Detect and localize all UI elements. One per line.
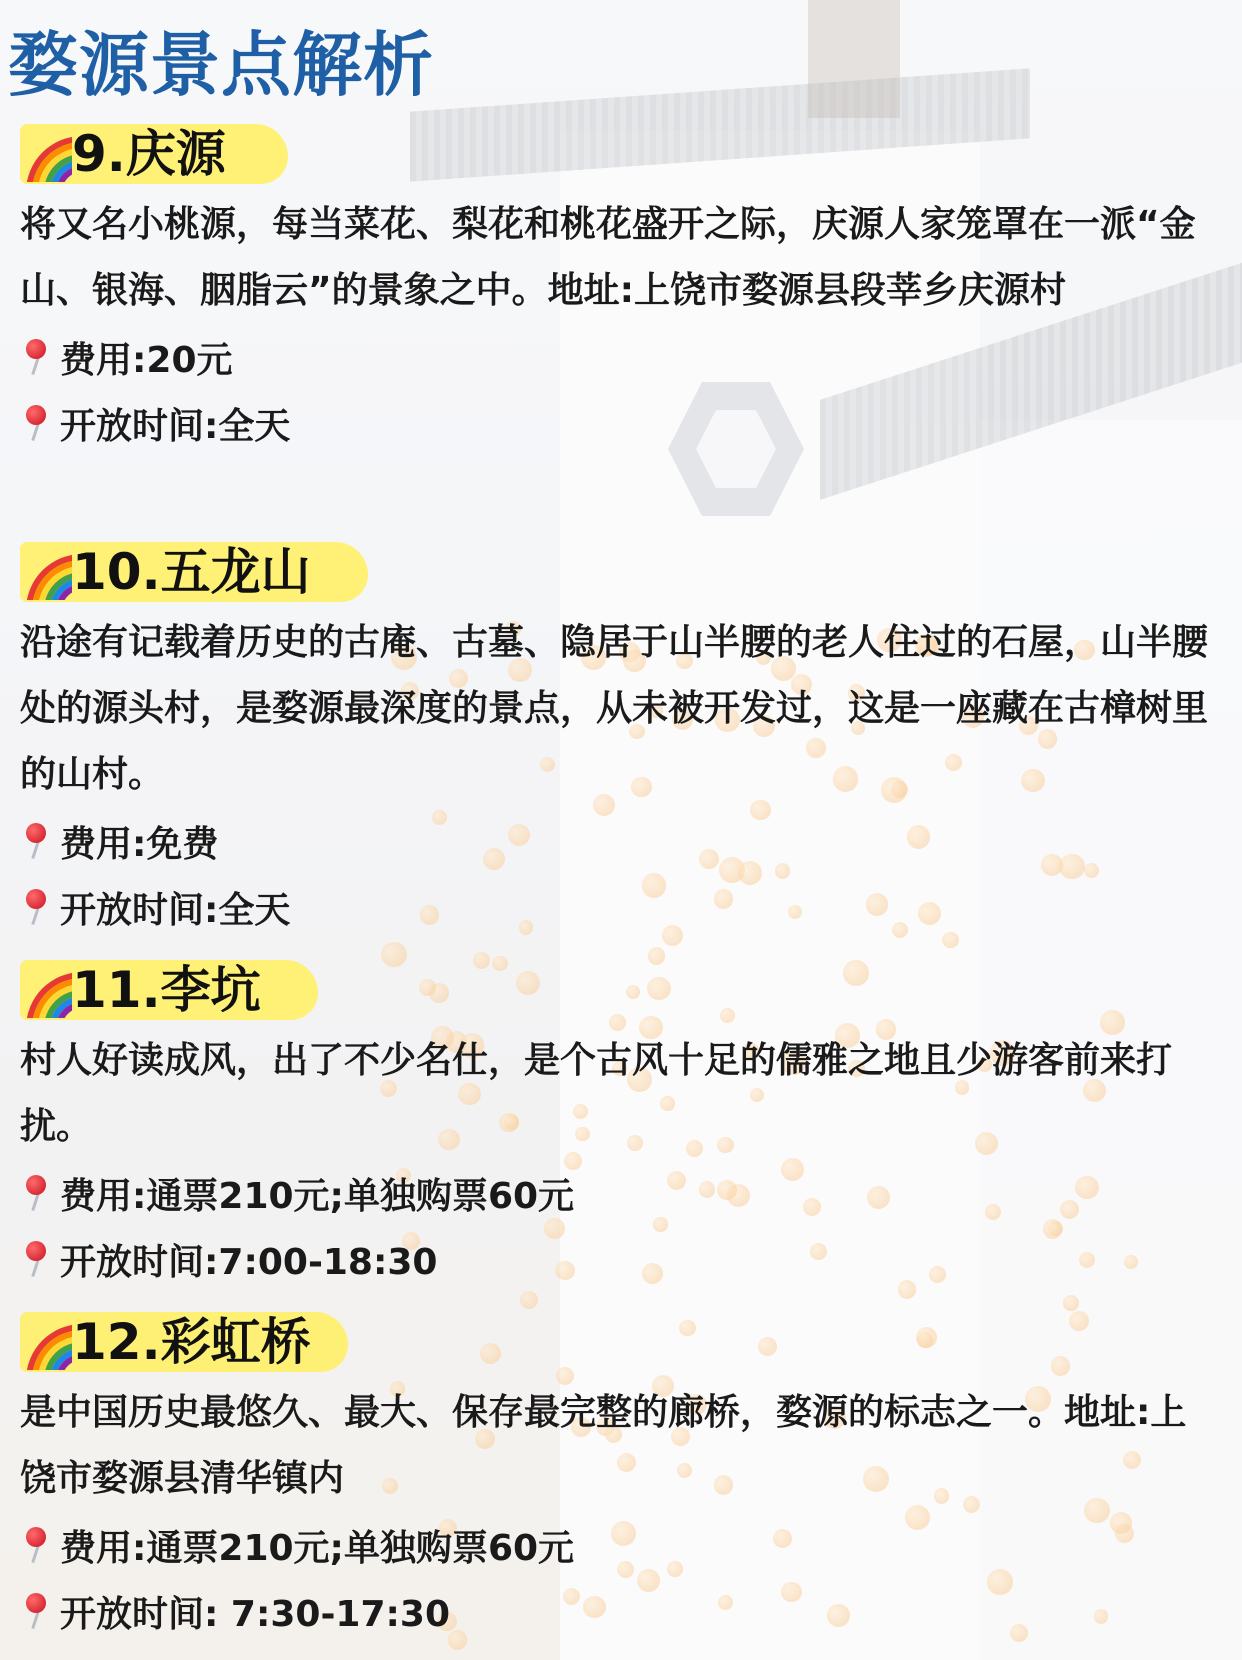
- attraction-section: [20, 1306, 1222, 1644]
- attraction-section: [20, 954, 1222, 1292]
- rainbow-icon: [20, 1318, 72, 1370]
- fee-text: 费用:通票210元;单独购票60元: [60, 1527, 575, 1569]
- hours-line: [20, 1226, 1222, 1292]
- rainbow-icon: [20, 130, 72, 182]
- section-description: 将又名小桃源，每当菜花、梨花和桃花盛开之际，庆源人家笼罩在一派“金山、银海、胭脂云”的景象之中。地址:上饶市婺源县段莘乡庆源村: [20, 204, 1196, 311]
- hours-line: [20, 874, 1222, 940]
- fee-line: [20, 324, 1222, 390]
- fee-line: [20, 1512, 1222, 1578]
- section-title: 11.李坑: [72, 961, 261, 1019]
- hours-text: 开放时间:全天: [60, 405, 291, 447]
- round-pushpin-icon: [20, 819, 60, 863]
- attraction-section: [20, 536, 1222, 940]
- hours-line: [20, 390, 1222, 456]
- round-pushpin-icon: [20, 885, 60, 929]
- fee-text: 费用:20元: [60, 339, 233, 381]
- section-heading: [20, 954, 1222, 1026]
- section-heading: [20, 118, 1222, 190]
- round-pushpin-icon: [20, 1523, 60, 1567]
- hours-text: 开放时间: 7:30-17:30: [60, 1593, 451, 1635]
- fee-line: [20, 808, 1222, 874]
- round-pushpin-icon: [20, 1589, 60, 1633]
- hours-text: 开放时间:7:00-18:30: [60, 1241, 438, 1283]
- round-pushpin-icon: [20, 335, 60, 379]
- round-pushpin-icon: [20, 401, 60, 445]
- section-title: 10.五龙山: [72, 543, 311, 601]
- section-heading: [20, 536, 1222, 608]
- rainbow-icon: [20, 966, 72, 1018]
- section-heading: [20, 1306, 1222, 1378]
- section-description: 沿途有记载着历史的古庵、古墓、隐居于山半腰的老人住过的石屋，山半腰处的源头村，是婺源最深度的景点，从未被开发过，这是一座藏在古樟树里的山村。: [20, 622, 1209, 795]
- hours-text: 开放时间:全天: [60, 889, 291, 931]
- section-title: 12.彩虹桥: [72, 1313, 311, 1371]
- hours-line: [20, 1578, 1222, 1644]
- fee-text: 费用:通票210元;单独购票60元: [60, 1175, 575, 1217]
- round-pushpin-icon: [20, 1237, 60, 1281]
- section-description: 村人好读成风，出了不少名仕，是个古风十足的儒雅之地且少游客前来打扰。: [20, 1040, 1173, 1147]
- page-title: 婺源景点解析: [8, 24, 434, 106]
- section-title: 9.庆源: [72, 125, 226, 183]
- fee-line: [20, 1160, 1222, 1226]
- fee-text: 费用:免费: [60, 823, 219, 865]
- attraction-section: [20, 118, 1222, 456]
- rainbow-icon: [20, 548, 72, 600]
- round-pushpin-icon: [20, 1171, 60, 1215]
- section-description: 是中国历史最悠久、最大、保存最完整的廊桥，婺源的标志之一。地址:上饶市婺源县清华镇内: [20, 1392, 1187, 1499]
